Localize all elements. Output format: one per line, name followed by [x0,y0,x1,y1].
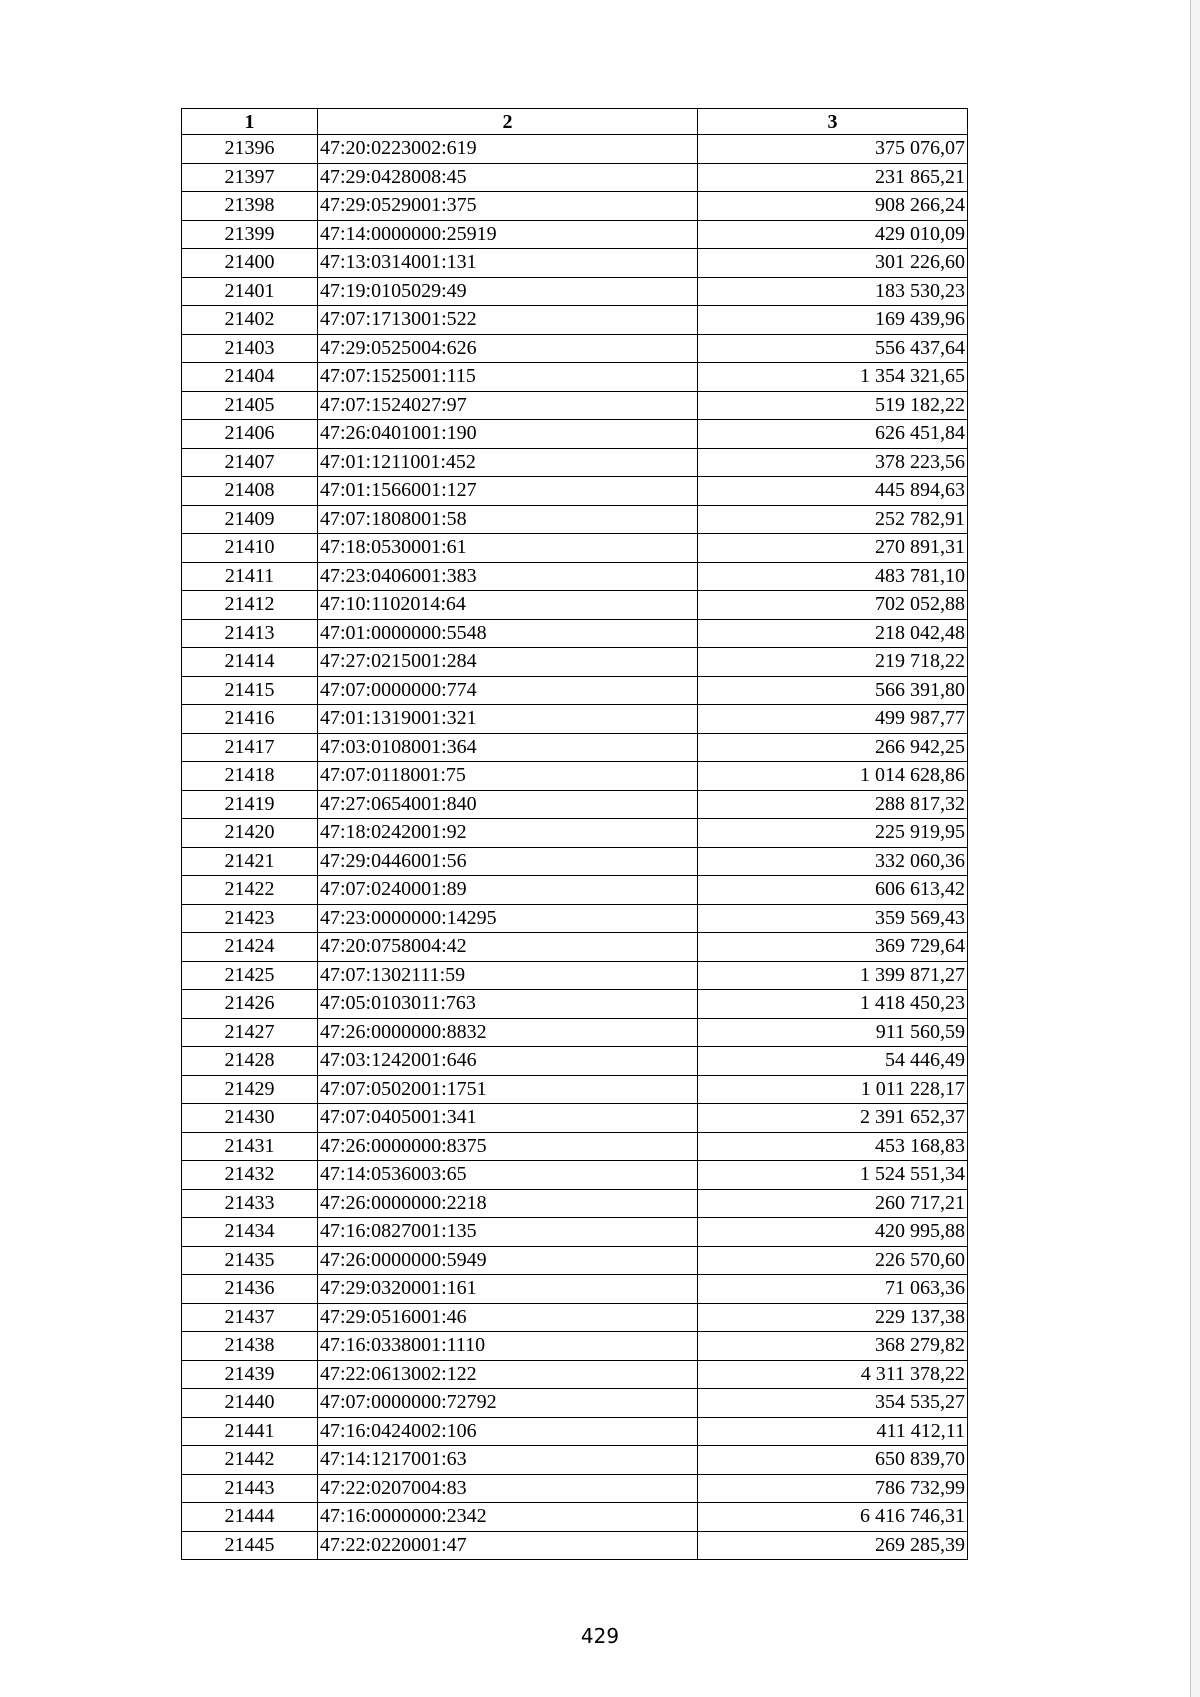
table-row [182,334,968,363]
cadastral-number-cell: 47:23:0000000:14295 [318,904,698,933]
row-number-cell: 21408 [182,477,318,506]
table-row [182,591,968,620]
cadastral-value-cell: 453 168,83 [698,1132,968,1161]
cadastral-number-cell: 47:14:1217001:63 [318,1446,698,1475]
row-number-cell: 21425 [182,961,318,990]
cadastral-number-cell: 47:14:0000000:25919 [318,220,698,249]
cadastral-value-cell: 266 942,25 [698,733,968,762]
row-number-cell: 21423 [182,904,318,933]
cadastral-value-cell: 1 354 321,65 [698,363,968,392]
table-row [182,762,968,791]
table-row [182,1018,968,1047]
row-number-cell: 21444 [182,1503,318,1532]
table-row [182,1503,968,1532]
cadastral-number-cell: 47:07:0000000:774 [318,676,698,705]
row-number-cell: 21433 [182,1189,318,1218]
row-number-cell: 21443 [182,1474,318,1503]
table-row [182,1104,968,1133]
table-row [182,1246,968,1275]
table-row [182,534,968,563]
cadastral-number-cell: 47:22:0207004:83 [318,1474,698,1503]
row-number-cell: 21406 [182,420,318,449]
table-row [182,562,968,591]
table-row [182,220,968,249]
row-number-cell: 21414 [182,648,318,677]
table-row [182,420,968,449]
cadastral-number-cell: 47:07:0502001:1751 [318,1075,698,1104]
cadastral-value-cell: 332 060,36 [698,847,968,876]
page-edge-shade [1191,0,1200,1697]
row-number-cell: 21445 [182,1531,318,1560]
table-row [182,1218,968,1247]
cadastral-number-cell: 47:07:0118001:75 [318,762,698,791]
cadastral-number-cell: 47:29:0428008:45 [318,163,698,192]
row-number-cell: 21441 [182,1417,318,1446]
cadastral-number-cell: 47:27:0654001:840 [318,790,698,819]
cadastral-value-cell: 225 919,95 [698,819,968,848]
cadastral-number-cell: 47:16:0000000:2342 [318,1503,698,1532]
row-number-cell: 21422 [182,876,318,905]
cadastral-value-cell: 71 063,36 [698,1275,968,1304]
cadastral-value-cell: 359 569,43 [698,904,968,933]
cadastral-value-cell: 229 137,38 [698,1303,968,1332]
column-header-1: 1 [182,109,318,135]
row-number-cell: 21407 [182,448,318,477]
cadastral-value-cell: 650 839,70 [698,1446,968,1475]
cadastral-value-cell: 556 437,64 [698,334,968,363]
table-row [182,277,968,306]
cadastral-value-cell: 908 266,24 [698,192,968,221]
cadastral-value-cell: 369 729,64 [698,933,968,962]
cadastral-value-cell: 4 311 378,22 [698,1360,968,1389]
row-number-cell: 21439 [182,1360,318,1389]
table-row [182,163,968,192]
cadastral-number-cell: 47:14:0536003:65 [318,1161,698,1190]
cadastral-value-cell: 1 524 551,34 [698,1161,968,1190]
table-row [182,1389,968,1418]
cadastral-number-cell: 47:19:0105029:49 [318,277,698,306]
cadastral-value-cell: 169 439,96 [698,306,968,335]
row-number-cell: 21430 [182,1104,318,1133]
cadastral-number-cell: 47:29:0320001:161 [318,1275,698,1304]
table-row [182,306,968,335]
cadastral-number-cell: 47:05:0103011:763 [318,990,698,1019]
table-row [182,619,968,648]
cadastral-number-cell: 47:26:0000000:2218 [318,1189,698,1218]
table-row [182,1161,968,1190]
table-row [182,705,968,734]
cadastral-number-cell: 47:29:0529001:375 [318,192,698,221]
row-number-cell: 21409 [182,505,318,534]
row-number-cell: 21399 [182,220,318,249]
row-number-cell: 21402 [182,306,318,335]
table-row [182,904,968,933]
row-number-cell: 21411 [182,562,318,591]
row-number-cell: 21434 [182,1218,318,1247]
table-row [182,477,968,506]
row-number-cell: 21424 [182,933,318,962]
header-row [182,109,968,135]
cadastral-number-cell: 47:22:0613002:122 [318,1360,698,1389]
row-number-cell: 21403 [182,334,318,363]
cadastral-value-cell: 499 987,77 [698,705,968,734]
cadastral-value-cell: 354 535,27 [698,1389,968,1418]
cadastral-number-cell: 47:26:0401001:190 [318,420,698,449]
table-row [182,1417,968,1446]
table-row [182,933,968,962]
row-number-cell: 21440 [182,1389,318,1418]
cadastral-value-cell: 519 182,22 [698,391,968,420]
table-row [182,505,968,534]
table-row [182,363,968,392]
cadastral-value-cell: 911 560,59 [698,1018,968,1047]
cadastral-value-cell: 483 781,10 [698,562,968,591]
table-row [182,961,968,990]
table-row [182,990,968,1019]
cadastral-number-cell: 47:29:0525004:626 [318,334,698,363]
row-number-cell: 21442 [182,1446,318,1475]
row-number-cell: 21428 [182,1047,318,1076]
column-header-3: 3 [698,109,968,135]
cadastral-value-cell: 260 717,21 [698,1189,968,1218]
cadastral-number-cell: 47:07:1525001:115 [318,363,698,392]
cadastral-value-cell: 6 416 746,31 [698,1503,968,1532]
cadastral-number-cell: 47:13:0314001:131 [318,249,698,278]
cadastral-number-cell: 47:07:0405001:341 [318,1104,698,1133]
cadastral-value-cell: 368 279,82 [698,1332,968,1361]
cadastral-value-cell: 702 052,88 [698,591,968,620]
row-number-cell: 21435 [182,1246,318,1275]
table-header [182,109,968,135]
row-number-cell: 21421 [182,847,318,876]
table-row [182,1332,968,1361]
cadastral-value-cell: 269 285,39 [698,1531,968,1560]
table-row [182,1360,968,1389]
row-number-cell: 21429 [182,1075,318,1104]
table-row [182,1075,968,1104]
cadastral-number-cell: 47:20:0223002:619 [318,135,698,164]
table-row [182,847,968,876]
cadastral-value-cell: 786 732,99 [698,1474,968,1503]
table-row [182,1531,968,1560]
row-number-cell: 21420 [182,819,318,848]
table-row [182,192,968,221]
table-row [182,1132,968,1161]
cadastral-value-cell: 1 014 628,86 [698,762,968,791]
row-number-cell: 21410 [182,534,318,563]
cadastral-number-cell: 47:10:1102014:64 [318,591,698,620]
cadastral-value-cell: 375 076,07 [698,135,968,164]
table-row [182,876,968,905]
cadastral-value-cell: 420 995,88 [698,1218,968,1247]
table-row [182,1446,968,1475]
row-number-cell: 21413 [182,619,318,648]
cadastral-value-cell: 566 391,80 [698,676,968,705]
cadastral-value-cell: 378 223,56 [698,448,968,477]
table-row [182,676,968,705]
cadastral-number-cell: 47:07:1524027:97 [318,391,698,420]
cadastral-value-cell: 411 412,11 [698,1417,968,1446]
cadastral-number-cell: 47:07:0240001:89 [318,876,698,905]
table-row [182,448,968,477]
row-number-cell: 21397 [182,163,318,192]
cadastral-value-cell: 183 530,23 [698,277,968,306]
cadastral-number-cell: 47:01:0000000:5548 [318,619,698,648]
row-number-cell: 21427 [182,1018,318,1047]
cadastral-value-cell: 219 718,22 [698,648,968,677]
table-row [182,819,968,848]
cadastral-number-cell: 47:07:0000000:72792 [318,1389,698,1418]
row-number-cell: 21426 [182,990,318,1019]
cadastral-number-cell: 47:16:0424002:106 [318,1417,698,1446]
table-row [182,391,968,420]
row-number-cell: 21418 [182,762,318,791]
row-number-cell: 21432 [182,1161,318,1190]
cadastral-value-cell: 429 010,09 [698,220,968,249]
cadastral-value-cell: 606 613,42 [698,876,968,905]
cadastral-value-cell: 1 399 871,27 [698,961,968,990]
cadastral-number-cell: 47:18:0530001:61 [318,534,698,563]
table-row [182,790,968,819]
page-number: 429 [580,1624,620,1648]
cadastral-value-cell: 226 570,60 [698,1246,968,1275]
cadastral-number-cell: 47:01:1319001:321 [318,705,698,734]
row-number-cell: 21396 [182,135,318,164]
cadastral-number-cell: 47:16:0338001:1110 [318,1332,698,1361]
table-body [182,135,968,1560]
table-row [182,1303,968,1332]
table-row [182,1474,968,1503]
cadastral-number-cell: 47:23:0406001:383 [318,562,698,591]
cadastral-number-cell: 47:07:1713001:522 [318,306,698,335]
table-row [182,249,968,278]
row-number-cell: 21436 [182,1275,318,1304]
cadastral-value-table [181,108,968,1560]
row-number-cell: 21404 [182,363,318,392]
cadastral-value-cell: 218 042,48 [698,619,968,648]
row-number-cell: 21437 [182,1303,318,1332]
cadastral-number-cell: 47:07:1302111:59 [318,961,698,990]
cadastral-value-cell: 54 446,49 [698,1047,968,1076]
row-number-cell: 21417 [182,733,318,762]
cadastral-value-cell: 1 011 228,17 [698,1075,968,1104]
cadastral-number-cell: 47:18:0242001:92 [318,819,698,848]
row-number-cell: 21416 [182,705,318,734]
table-row [182,733,968,762]
table-row [182,1189,968,1218]
cadastral-number-cell: 47:20:0758004:42 [318,933,698,962]
cadastral-number-cell: 47:26:0000000:8375 [318,1132,698,1161]
table-row [182,1275,968,1304]
row-number-cell: 21405 [182,391,318,420]
cadastral-value-cell: 626 451,84 [698,420,968,449]
cadastral-value-cell: 252 782,91 [698,505,968,534]
cadastral-value-cell: 1 418 450,23 [698,990,968,1019]
row-number-cell: 21400 [182,249,318,278]
cadastral-number-cell: 47:01:1211001:452 [318,448,698,477]
table-row [182,648,968,677]
column-header-2: 2 [318,109,698,135]
cadastral-value-cell: 288 817,32 [698,790,968,819]
cadastral-value-cell: 301 226,60 [698,249,968,278]
row-number-cell: 21438 [182,1332,318,1361]
cadastral-number-cell: 47:07:1808001:58 [318,505,698,534]
row-number-cell: 21398 [182,192,318,221]
row-number-cell: 21419 [182,790,318,819]
cadastral-number-cell: 47:01:1566001:127 [318,477,698,506]
table-row [182,135,968,164]
cadastral-number-cell: 47:22:0220001:47 [318,1531,698,1560]
row-number-cell: 21431 [182,1132,318,1161]
cadastral-number-cell: 47:29:0446001:56 [318,847,698,876]
cadastral-value-cell: 2 391 652,37 [698,1104,968,1133]
cadastral-number-cell: 47:26:0000000:8832 [318,1018,698,1047]
cadastral-number-cell: 47:03:0108001:364 [318,733,698,762]
cadastral-number-cell: 47:16:0827001:135 [318,1218,698,1247]
cadastral-number-cell: 47:26:0000000:5949 [318,1246,698,1275]
cadastral-number-cell: 47:27:0215001:284 [318,648,698,677]
table-row [182,1047,968,1076]
row-number-cell: 21401 [182,277,318,306]
cadastral-value-cell: 231 865,21 [698,163,968,192]
cadastral-number-cell: 47:29:0516001:46 [318,1303,698,1332]
cadastral-value-cell: 445 894,63 [698,477,968,506]
row-number-cell: 21415 [182,676,318,705]
cadastral-value-cell: 270 891,31 [698,534,968,563]
cadastral-number-cell: 47:03:1242001:646 [318,1047,698,1076]
row-number-cell: 21412 [182,591,318,620]
